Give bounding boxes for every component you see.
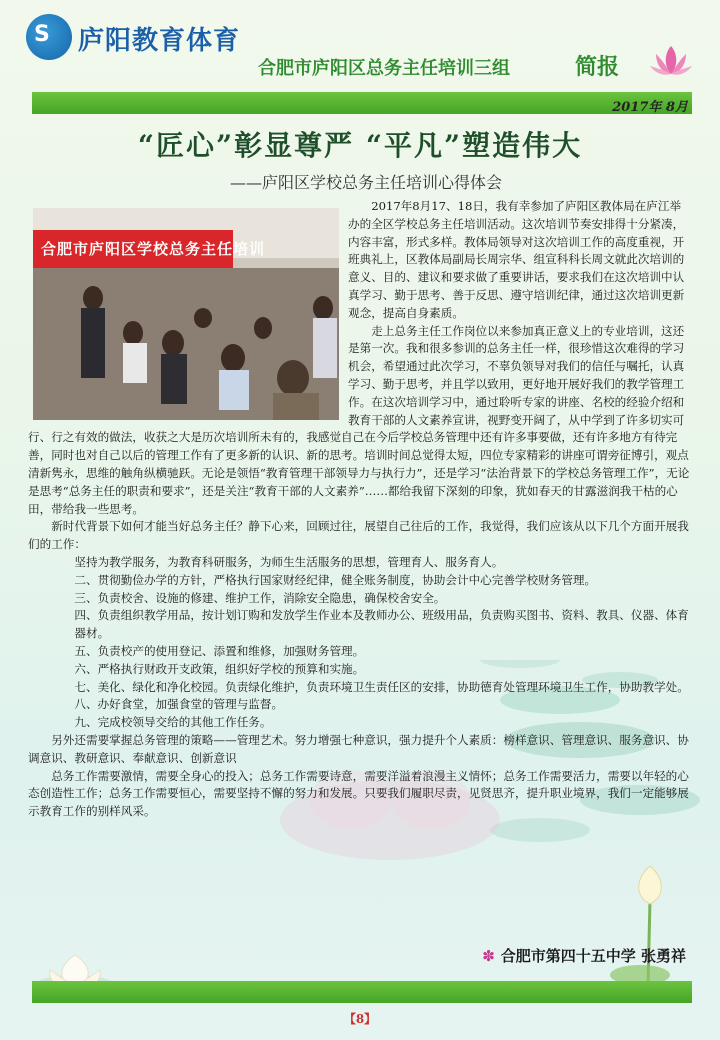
footer-green-bar — [32, 981, 692, 1003]
photo-float-spacer — [28, 198, 348, 426]
logo-mark-icon: S — [34, 22, 50, 47]
body-paragraph: 三、负责校舍、设施的修建、维护工作，消除安全隐患，确保校舍安全。 — [74, 590, 446, 605]
issue-date: 2017年 8月 — [612, 100, 688, 115]
photo-banner-text: 合肥市庐阳区学校总务主任培训 — [41, 240, 266, 258]
lotus-bud-right-icon — [600, 860, 700, 990]
body-paragraph: 新时代背景下如何才能当好总务主任？静下心来，回顾过往，展望自己往后的工作，我觉得，我们应该从以下几个方面开展我们的工作： — [28, 519, 689, 552]
body-paragraph: 八、办好食堂，加强食堂的管理与监督。 — [74, 697, 284, 712]
article-subtitle: ——庐阳区学校总务主任培训心得体会 — [230, 173, 503, 192]
article-body — [28, 198, 692, 821]
page-number: 【8】 — [343, 1012, 377, 1026]
body-paragraph: 二、贯彻勤俭办学的方针，严格执行国家财经纪律，健全账务制度，协助会计中心完善学校财务管理。 — [74, 572, 597, 587]
author-signature — [482, 945, 686, 966]
body-paragraph: 五、负责校产的使用登记、添置和维修，加强财务管理。 — [74, 643, 365, 658]
brief-word: 简报 — [575, 55, 620, 80]
body-paragraph: 坚持为教学服务，为教育科研服务，为师生生活服务的思想，管理育人、服务育人。 — [74, 554, 504, 569]
author-name: 合肥市第四十五中学 张勇祥 — [500, 947, 686, 965]
body-paragraph: 九、完成校领导交给的其他工作任务。 — [74, 715, 272, 730]
body-paragraph: 总务工作需要激情，需要全身心的投入；总务工作需要诗意，需要洋溢着浪漫主义情怀；总务工作需要活力，需要以年轻的心态创造性工作；总务工作需要恒心，需要坚持不懈的努力和发展。只要我们履职尽责，见贤思齐，提升职业境界，我们一定能够展示教育工作的别样风采。 — [28, 768, 689, 819]
flower-star-icon: ✽ — [482, 947, 495, 965]
header-green-bar — [32, 92, 692, 114]
body-paragraph: 走上总务主任工作岗位以来参加真正意义上的专业培训，这还是第一次。我和很多参训的总务主任一样，很珍惜这次难得的学习机会，希望通过此次学习，不辜负领导对我们的信任与嘱托，认真学习、勤于思考，并且学以致用，更好地开展好我们的教学管理工作。在这次培训学习中，通过聆听专家的讲座、名校的经验介绍和教育干部的人文素养宣讲，视野变开阔了，从中学到了许多切实可行、行之有效的做法，收获之大是历次培训所未有的，我感觉自己在今后学校总务管理中还有许多事要做，还有许多地方有待完善，同时也对自己以后的管理工作有了更多新的认识、新的思考。培训时间总觉得太短，四位专家精彩的讲座可谓旁征博引，观点清新隽永，思维的触角纵横驰跃。无论是领悟“教育管理干部领导力与执行力”，还是学习“法治背景下的学校总务管理工作”，无论是思考“总务主任的职责和要求”，还是关注“教育干部的人文素养”……都给我留下深刻的印象，犹如春天的甘露滋润我干枯的心田，带给我一些思考。 — [28, 323, 690, 516]
lotus-flower-icon — [646, 42, 696, 82]
body-paragraph: 七、美化、绿化和净化校园。负责绿化维护，负责环境卫生责任区的安排，协助德育处管理环境卫生工作，协助教学处。 — [74, 679, 689, 694]
body-paragraph: 另外还需要掌握总务管理的策略——管理艺术。努力增强七种意识，强力提升个人素质：榜样意识、管理意识、服务意识、协调意识、教研意识、奉献意识、创新意识 — [28, 732, 689, 765]
newsletter-title: 合肥市庐阳区总务主任培训三组 — [258, 58, 510, 79]
article-title: “匠心”彰显尊严 “平凡”塑造伟大 — [137, 129, 583, 162]
site-name: 庐阳教育体育 — [78, 26, 241, 56]
body-paragraph: 2017年8月17、18日，我有幸参加了庐阳区教体局在庐江举办的全区学校总务主任培训活动。这次培训节奏安排得十分紧凑，内容丰富，形式多样。教体局领导对这次培训工作的高度重视，开班典礼上，区教体局副局长周宗华、组宣科科长周文就此次培训的意义、目的、建议和要求做了重要讲话，要求我们在这次培训中认真学习、勤于思考、善于反思、遵守培训纪律，通过这次培训更新观念，提高自身素质。 — [348, 199, 685, 320]
body-paragraph: 六、严格执行财政开支政策，组织好学校的预算和实施。 — [74, 661, 365, 676]
body-paragraph: 四、负责组织教学用品，按计划订购和发放学生作业本及教师办公、班级用品，负责购买图书、资料、教具、仪器、体育器材。 — [74, 608, 689, 641]
